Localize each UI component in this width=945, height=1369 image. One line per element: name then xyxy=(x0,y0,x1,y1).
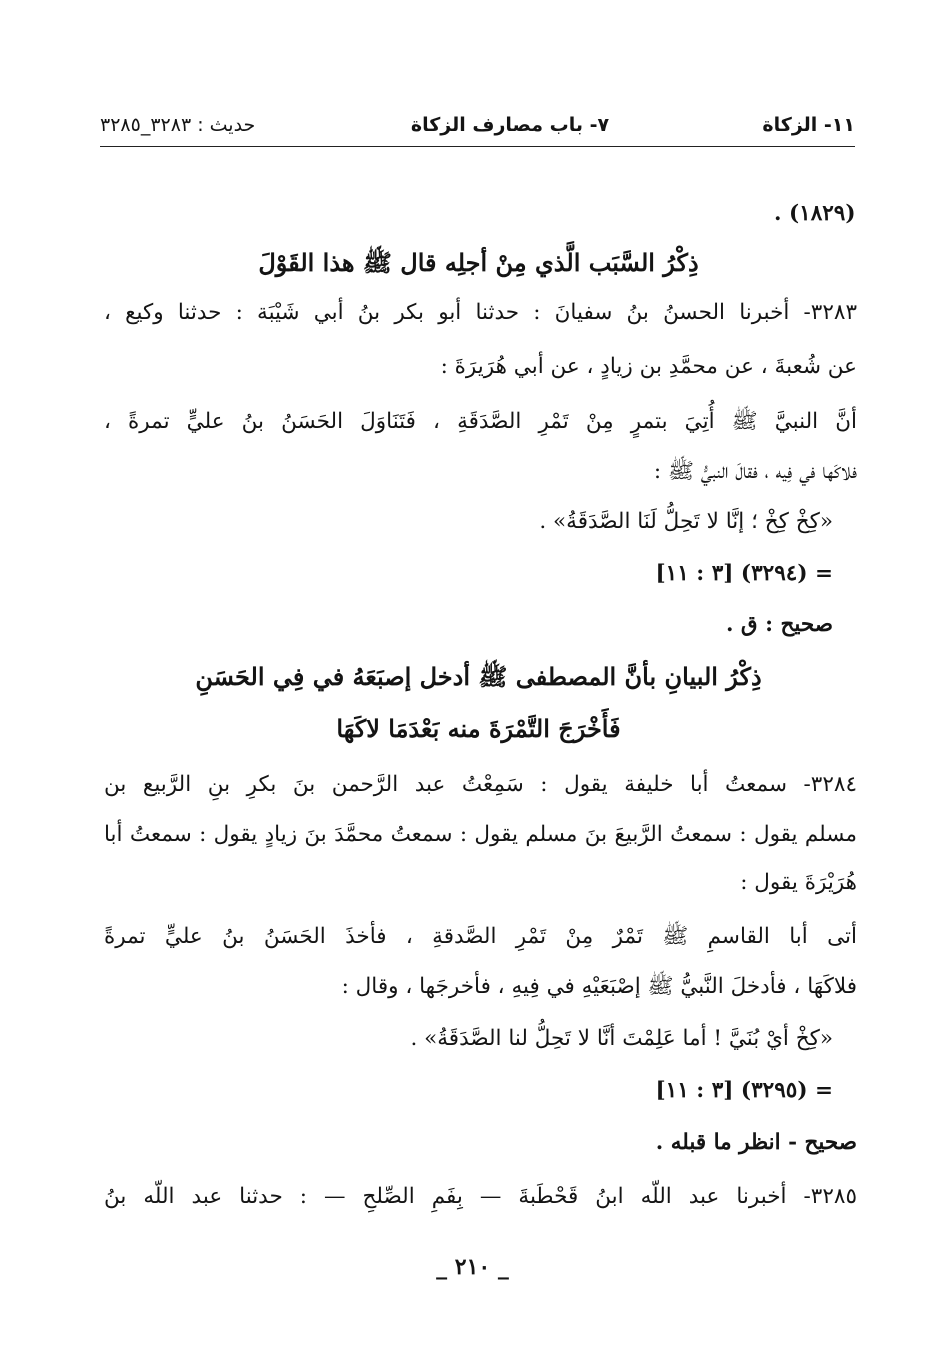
text-line: ٣٢٨٥- أخبرنا عبد اللّه ابنُ قَحْطَبةَ — بِفَمِ الصِّلحِ — : حدثنا عبد اللّه بنُ xyxy=(104,1184,857,1209)
text-line: (١٨٢٩) . xyxy=(774,201,856,226)
text-line: ٣٢٨٣- أخبرنا الحسنُ بنُ سفيانَ : حدثنا أبو بكر بنُ أبي شَيْبَة : حدثنا وكيع ، xyxy=(104,300,857,325)
text-line: فلاكَهَا ، فأدخلَ النَّبيُّ ﷺ إصْبَعَيْهِ في فِيهِ ، فأخرجَها ، وقال : xyxy=(341,974,857,999)
text-line: «كِخْ أيْ بُنَيَّ ! أما عَلِمْتَ أنَّا لا تَحِلُّ لنا الصَّدَقَةُ» . xyxy=(410,1026,833,1051)
text-line: أتى أبا القاسمِ ﷺ تَمْرٌ مِنْ تَمْرِ الصَّدقةِ ، فأخذَ الحَسَنُ بنُ عليٍّ تمرةً xyxy=(104,924,857,949)
section-title: ٧- باب مصارف الزكاة xyxy=(410,114,610,136)
text-line: = (٣٢٩٤) [٣ : ١١] xyxy=(655,561,833,586)
text-line: هُرَيْرَةَ يقول : xyxy=(740,870,857,895)
hadith-range: حديث : ٣٢٨٣_٣٢٨٥ xyxy=(100,114,256,136)
text-line: صحيح - انظر ما قبله . xyxy=(655,1130,857,1155)
text-line: ٣٢٨٤- سمعتُ أبا خليفة يقول : سَمِعْتُ عبد الرَّحمن بنَ بكرِ بنِ الرَّبيع بن xyxy=(104,772,857,797)
page-header xyxy=(100,106,855,147)
text-line: = (٣٢٩٥) [٣ : ١١] xyxy=(655,1078,833,1103)
text-line: مسلم يقول : سمعتُ الرَّبيعَ بنَ مسلم يقول : سمعتُ محمَّدَ بنَ زيادٍ يقول : سمعتُ أبا xyxy=(104,822,857,847)
text-line: «كِخْ كِخْ ؛ إنَّا لا تَحِلُّ لَنَا الصَّدَقَةُ» . xyxy=(539,509,833,534)
text-line: صحيح : ق . xyxy=(725,612,833,637)
page-number: _ ٢١٠ _ xyxy=(436,1254,509,1280)
section-heading: فَأَخْرَجَ التَّمْرَةَ منه بَعْدَمَا لاكَهَا xyxy=(336,714,621,743)
text-line: عن شُعبةَ ، عن محمَّدِ بن زيادٍ ، عن أبي هُرَيرَةَ : xyxy=(440,354,857,379)
text-line: أنَّ النبيَّ ﷺ أُتِيَ بتمرٍ مِنْ تَمْرِ الصَّدَقَةِ ، فَتَنَاوَلَ الحَسَنُ بنُ عليٍّ تمرةً ، xyxy=(104,409,857,434)
text-line: فلاكَها في فِيه ، فقالَ النبيُّ ﷺ : xyxy=(653,459,857,484)
section-heading: ذِكْرُ السَّبَب الَّذي مِنْ أجلِه قال ﷺ هذا القَوْلَ xyxy=(258,248,699,277)
section-heading: ذِكْرُ البيانِ بأنَّ المصطفى ﷺ أدخل إصبَعَهُ في فِي الحَسَنِ xyxy=(195,662,762,691)
chapter-title: ١١- الزكاة xyxy=(762,114,855,136)
